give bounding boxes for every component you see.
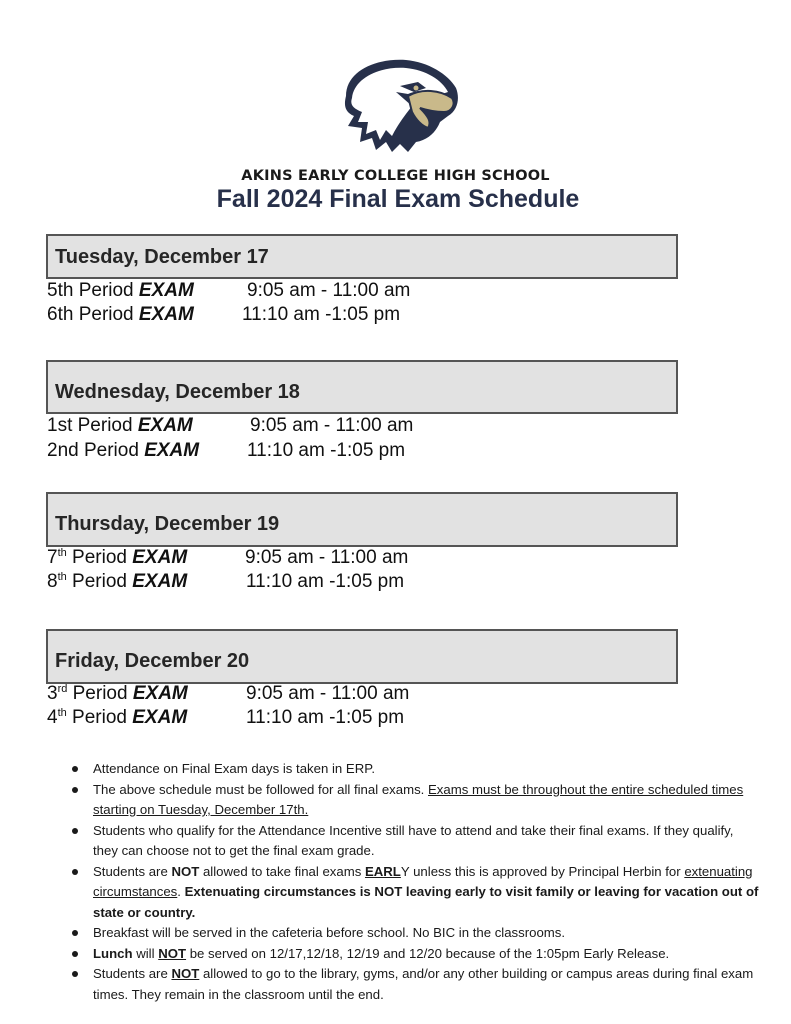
period-label <box>47 571 187 593</box>
period-number: 3 <box>47 683 58 704</box>
note-text: be served on 12/17,12/18, 12/19 and 12/20 because of the 1:05pm Early Release. <box>186 945 670 961</box>
period-label <box>47 280 194 302</box>
period-suffix: rd <box>57 683 68 695</box>
note-bold-text: NOT <box>171 863 200 879</box>
exam-row <box>47 415 414 437</box>
exam-time: 9:05 am - 11:00 am <box>247 280 411 301</box>
exam-word: EXAM <box>144 440 200 461</box>
note-bold-underlined-text: EARL <box>364 863 401 879</box>
period-suffix: th <box>57 707 67 719</box>
note-text: Attendance on Final Exam days is taken in ERP. <box>93 761 375 776</box>
period-number: 1st <box>47 415 73 436</box>
bullet-icon <box>72 971 78 977</box>
note-text: . <box>177 884 185 899</box>
bullet-icon <box>72 828 78 834</box>
day-header-tuesday <box>46 234 678 279</box>
page-title: Fall 2024 Final Exam Schedule <box>216 185 580 213</box>
exam-word: EXAM <box>137 415 193 436</box>
period-number: 5th <box>47 280 74 301</box>
exam-word: EXAM <box>132 683 188 704</box>
exam-time: 11:10 am -1:05 pm <box>247 440 406 461</box>
school-name: AKINS EARLY COLLEGE HIGH SCHOOL <box>241 168 550 184</box>
exam-row <box>47 683 410 705</box>
period-word: Period <box>73 280 139 301</box>
exam-time: 11:10 am -1:05 pm <box>246 707 405 728</box>
note-bold-text: Extenuating circumstances is NOT leaving early to visit family or leaving for vacation out of state or country. <box>93 884 759 920</box>
note-bold-text: Lunch <box>93 945 133 961</box>
exam-row <box>47 280 411 302</box>
day-header-wednesday <box>46 360 678 414</box>
notes-list <box>72 759 762 1005</box>
period-word: Period <box>73 304 139 325</box>
note-text: Y unless this is approved by Principal Herbin for <box>400 863 685 879</box>
period-word: Period <box>66 707 133 728</box>
note-attendance-incentive <box>72 821 762 862</box>
period-word: Period <box>67 683 133 704</box>
note-attendance-erp <box>72 759 762 780</box>
day-title: Friday, December 20 <box>55 650 250 672</box>
note-text: Breakfast will be served in the cafeteria before school. No BIC in the classrooms. <box>93 925 566 940</box>
period-label <box>47 683 188 705</box>
exam-row <box>47 440 406 462</box>
exam-row <box>47 571 405 593</box>
period-number: 4 <box>47 707 58 728</box>
day-title: Tuesday, December 17 <box>55 246 269 268</box>
day-header-thursday <box>46 492 678 547</box>
note-no-early-exams <box>72 862 762 924</box>
note-text: Students are <box>93 966 172 981</box>
note-underlined-text: extenuating circumstances <box>93 863 753 899</box>
exam-time: 11:10 am -1:05 pm <box>242 304 401 325</box>
period-number: 6th <box>47 304 74 325</box>
exam-word: EXAM <box>132 547 188 568</box>
period-label <box>47 440 199 462</box>
exam-word: EXAM <box>138 280 194 301</box>
exam-word: EXAM <box>132 571 188 592</box>
note-breakfast <box>72 923 762 944</box>
note-underlined-text: Exams must be throughout the entire scheduled times starting on Tuesday, December 17th. <box>93 781 744 817</box>
note-lunch <box>72 944 762 965</box>
eagle-head-icon <box>336 56 462 156</box>
note-schedule-followed <box>72 780 762 821</box>
period-number: 7 <box>47 547 58 568</box>
day-header-friday <box>46 629 678 684</box>
period-word: Period <box>66 547 133 568</box>
exam-row <box>47 547 409 569</box>
exam-time: 9:05 am - 11:00 am <box>250 415 414 436</box>
exam-time: 9:05 am - 11:00 am <box>245 547 409 568</box>
exam-time: 11:10 am -1:05 pm <box>246 571 405 592</box>
period-suffix: th <box>57 547 67 559</box>
note-text: allowed to go to the library, gyms, and/or any other building or campus areas during final exam times. They remain in the classroom until the end. <box>93 966 754 1002</box>
eagle-logo <box>336 56 462 156</box>
note-bold-underlined-text: NOT <box>171 966 200 981</box>
period-number: 8 <box>47 571 58 592</box>
exam-word: EXAM <box>138 304 194 325</box>
period-suffix: th <box>57 571 67 583</box>
exam-word: EXAM <box>132 707 188 728</box>
exam-row <box>47 304 401 326</box>
period-label <box>47 547 187 569</box>
bullet-icon <box>72 869 78 875</box>
period-word: Period <box>78 440 145 461</box>
bullet-icon <box>72 930 78 936</box>
period-number: 2nd <box>47 440 79 461</box>
note-campus-areas <box>72 964 762 1005</box>
note-bold-underlined-text: NOT <box>158 945 187 961</box>
day-title: Wednesday, December 18 <box>55 381 300 403</box>
note-text: Students are <box>93 863 172 879</box>
exam-row <box>47 707 405 729</box>
day-title: Thursday, December 19 <box>55 513 280 535</box>
bullet-icon <box>72 951 78 957</box>
note-text: allowed to take final exams <box>199 863 365 879</box>
period-label <box>47 415 193 437</box>
note-text: Students who qualify for the Attendance Incentive still have to attend and take their final exams. If they qualify, they can choose not to get the final exam grade. <box>93 822 734 858</box>
period-word: Period <box>72 415 138 436</box>
bullet-icon <box>72 787 78 793</box>
bullet-icon <box>72 766 78 772</box>
exam-time: 9:05 am - 11:00 am <box>246 683 410 704</box>
period-label <box>47 707 187 729</box>
period-word: Period <box>66 571 133 592</box>
note-text: The above schedule must be followed for all final exams. <box>93 781 428 797</box>
period-label <box>47 304 194 326</box>
note-text: will <box>132 945 159 961</box>
